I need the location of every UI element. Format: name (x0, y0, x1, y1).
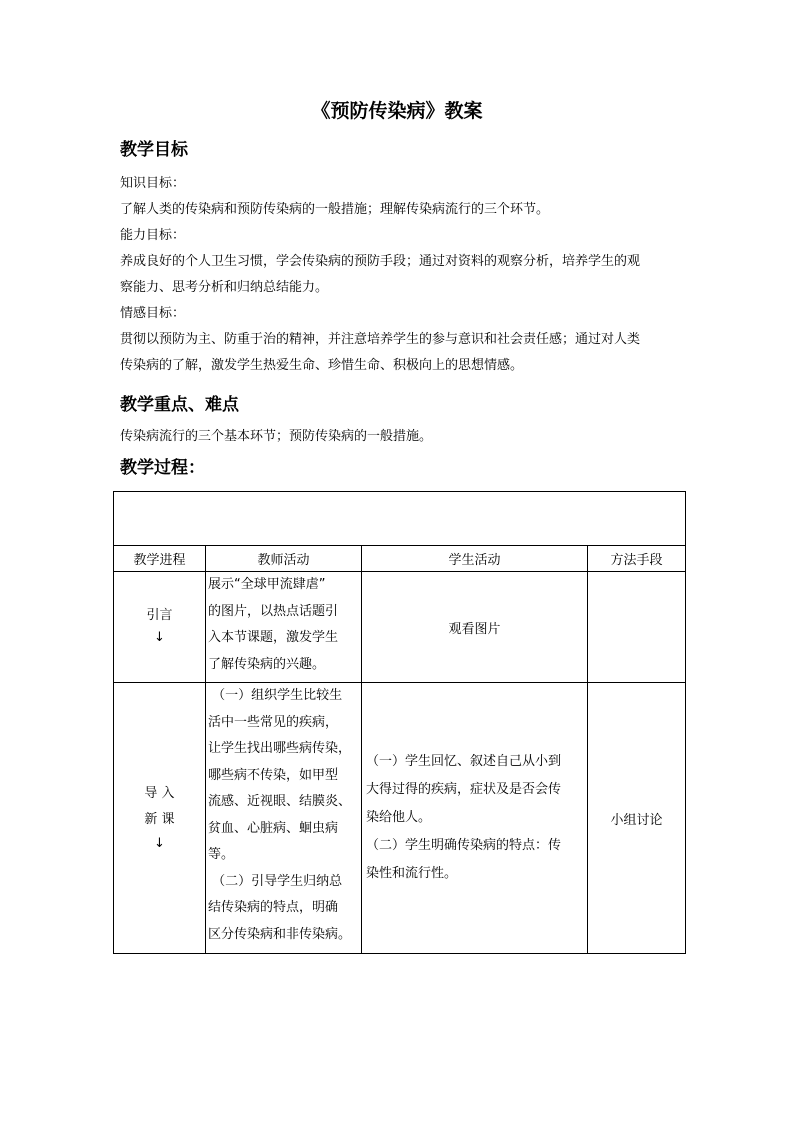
teacher-line: 流感、近视眼、结膜炎、 (208, 794, 352, 809)
ability-label: 能力目标： (120, 228, 186, 243)
ability-text-line-1: 养成良好的个人卫生习惯，学会传染病的预防手段；通过对资料的观察分析，培养学生的观 (120, 254, 641, 269)
teacher-line: 了解传染病的兴趣。 (208, 656, 326, 672)
teacher-line: 让学生找出哪些病传染， (208, 741, 352, 756)
method-cell: 小组讨论 (588, 683, 686, 954)
table-blank-row (114, 492, 686, 546)
teacher-line: 哪些病不传染，如甲型 (208, 767, 339, 783)
stage-label: 引言 (146, 608, 173, 623)
key-points-text: 传染病流行的三个基本环节；预防传染病的一般措施。 (120, 429, 433, 444)
header-stage: 教学进程 (114, 546, 206, 572)
student-line: 染给他人。 (366, 810, 432, 825)
teacher-activity-cell (206, 572, 362, 683)
stage-label-line-2: 新 课 (144, 812, 175, 827)
stage-label-line-1: 导 入 (144, 786, 175, 801)
objectives-body (120, 171, 680, 379)
teacher-line: 的图片，以热点话题引 (208, 603, 339, 619)
knowledge-text: 了解人类的传染病和预防传染病的一般措施；理解传染病流行的三个环节。 (120, 202, 550, 217)
key-points-heading: 教学重点、难点 (120, 395, 239, 415)
ability-text-line-2: 察能力、思考分析和归纳总结能力。 (120, 280, 329, 295)
table-row-introduction (114, 572, 686, 683)
table-blank-cell (114, 492, 686, 546)
teacher-line: 展示“全球甲流肆虐” (208, 577, 326, 592)
student-line: 染性和流行性。 (366, 866, 458, 881)
document-title: 《预防传染病》教案 (311, 100, 483, 122)
table-row-new-lesson (114, 683, 686, 954)
down-arrow-icon: ↓ (154, 630, 165, 645)
header-teacher-activity: 教师活动 (206, 546, 362, 572)
emotion-text-line-2: 传染病的了解，激发学生热爱生命、珍惜生命、积极向上的思想情感。 (120, 358, 524, 373)
objectives-heading: 教学目标 (120, 140, 188, 160)
emotion-label: 情感目标： (120, 306, 186, 321)
stage-cell (114, 572, 206, 683)
teacher-line: 区分传染病和非传染病。 (208, 926, 352, 942)
down-arrow-icon: ↓ (154, 836, 165, 851)
teaching-process-table (113, 491, 686, 954)
student-line: 大得过得的疾病，症状及是否会传 (366, 782, 562, 797)
knowledge-label: 知识目标： (120, 176, 186, 191)
teacher-line: （一）组织学生比较生 (208, 688, 343, 703)
teacher-line: 等。 (208, 847, 235, 862)
teacher-activity-cell (206, 683, 362, 954)
teacher-line: 贫血、心脏病、蛔虫病 (208, 820, 339, 836)
student-line: （二）学生明确传染病的特点：传 (366, 838, 562, 853)
header-method: 方法手段 (588, 546, 686, 572)
teacher-line: 结传染病的特点，明确 (208, 900, 339, 915)
emotion-text-line-1: 贯彻以预防为主、防重于治的精神，并注意培养学生的参与意识和社会责任感；通过对人类 (120, 332, 641, 347)
student-line: （一）学生回忆、叙述自己从小到 (366, 754, 562, 769)
teacher-line: 入本节课题，激发学生 (208, 630, 339, 645)
student-activity-cell: 观看图片 (362, 572, 588, 683)
method-cell (588, 572, 686, 683)
table-header-row (114, 546, 686, 572)
stage-cell (114, 683, 206, 954)
student-activity-cell (362, 683, 588, 954)
header-student-activity: 学生活动 (362, 546, 588, 572)
teacher-line: 活中一些常见的疾病， (208, 714, 339, 730)
process-heading: 教学过程： (120, 458, 205, 478)
teacher-line: （二）引导学生归纳总 (208, 873, 343, 889)
